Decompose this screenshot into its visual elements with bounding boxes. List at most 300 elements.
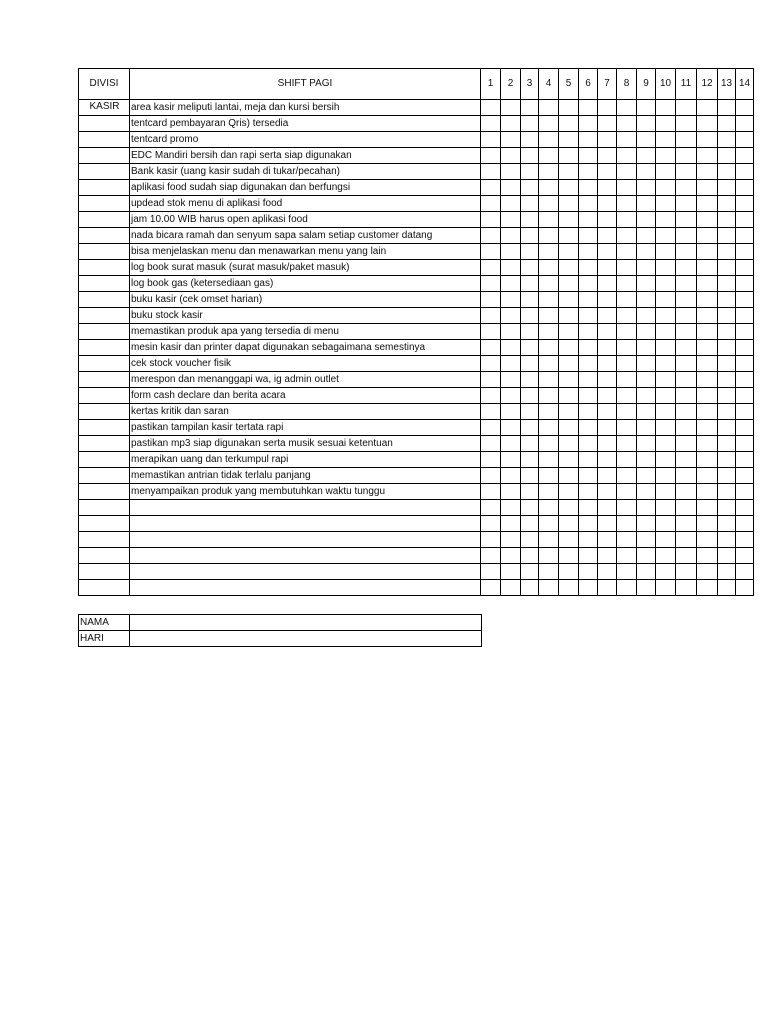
check-cell[interactable] <box>501 548 521 564</box>
check-cell[interactable] <box>718 164 736 180</box>
check-cell[interactable] <box>598 276 617 292</box>
check-cell[interactable] <box>559 580 579 596</box>
check-cell[interactable] <box>617 436 637 452</box>
check-cell[interactable] <box>559 132 579 148</box>
check-cell[interactable] <box>598 420 617 436</box>
check-cell[interactable] <box>617 484 637 500</box>
check-cell[interactable] <box>521 276 539 292</box>
check-cell[interactable] <box>676 116 697 132</box>
check-cell[interactable] <box>539 244 559 260</box>
check-cell[interactable] <box>617 500 637 516</box>
check-cell[interactable] <box>539 468 559 484</box>
check-cell[interactable] <box>617 180 637 196</box>
check-cell[interactable] <box>617 516 637 532</box>
check-cell[interactable] <box>598 484 617 500</box>
check-cell[interactable] <box>697 100 718 116</box>
check-cell[interactable] <box>718 564 736 580</box>
check-cell[interactable] <box>637 420 656 436</box>
check-cell[interactable] <box>539 180 559 196</box>
check-cell[interactable] <box>598 500 617 516</box>
check-cell[interactable] <box>481 452 501 468</box>
check-cell[interactable] <box>656 516 676 532</box>
check-cell[interactable] <box>718 212 736 228</box>
check-cell[interactable] <box>481 436 501 452</box>
check-cell[interactable] <box>637 164 656 180</box>
check-cell[interactable] <box>481 196 501 212</box>
check-cell[interactable] <box>718 228 736 244</box>
check-cell[interactable] <box>676 564 697 580</box>
check-cell[interactable] <box>656 532 676 548</box>
check-cell[interactable] <box>676 388 697 404</box>
check-cell[interactable] <box>637 436 656 452</box>
check-cell[interactable] <box>501 420 521 436</box>
check-cell[interactable] <box>676 180 697 196</box>
check-cell[interactable] <box>598 196 617 212</box>
check-cell[interactable] <box>617 468 637 484</box>
check-cell[interactable] <box>718 260 736 276</box>
check-cell[interactable] <box>521 260 539 276</box>
check-cell[interactable] <box>598 564 617 580</box>
check-cell[interactable] <box>481 564 501 580</box>
check-cell[interactable] <box>656 484 676 500</box>
check-cell[interactable] <box>481 260 501 276</box>
check-cell[interactable] <box>736 276 754 292</box>
check-cell[interactable] <box>736 196 754 212</box>
check-cell[interactable] <box>736 116 754 132</box>
check-cell[interactable] <box>656 420 676 436</box>
check-cell[interactable] <box>579 436 598 452</box>
check-cell[interactable] <box>501 276 521 292</box>
check-cell[interactable] <box>656 580 676 596</box>
check-cell[interactable] <box>637 484 656 500</box>
check-cell[interactable] <box>637 116 656 132</box>
check-cell[interactable] <box>736 228 754 244</box>
check-cell[interactable] <box>736 484 754 500</box>
check-cell[interactable] <box>521 340 539 356</box>
check-cell[interactable] <box>501 388 521 404</box>
check-cell[interactable] <box>521 196 539 212</box>
check-cell[interactable] <box>539 388 559 404</box>
check-cell[interactable] <box>559 164 579 180</box>
check-cell[interactable] <box>481 356 501 372</box>
check-cell[interactable] <box>637 532 656 548</box>
check-cell[interactable] <box>617 260 637 276</box>
check-cell[interactable] <box>579 372 598 388</box>
check-cell[interactable] <box>559 404 579 420</box>
check-cell[interactable] <box>481 532 501 548</box>
check-cell[interactable] <box>718 116 736 132</box>
check-cell[interactable] <box>579 420 598 436</box>
check-cell[interactable] <box>501 260 521 276</box>
check-cell[interactable] <box>718 196 736 212</box>
check-cell[interactable] <box>579 580 598 596</box>
check-cell[interactable] <box>481 484 501 500</box>
check-cell[interactable] <box>697 356 718 372</box>
check-cell[interactable] <box>697 564 718 580</box>
check-cell[interactable] <box>718 132 736 148</box>
check-cell[interactable] <box>736 212 754 228</box>
check-cell[interactable] <box>539 132 559 148</box>
check-cell[interactable] <box>521 324 539 340</box>
check-cell[interactable] <box>617 116 637 132</box>
check-cell[interactable] <box>637 564 656 580</box>
check-cell[interactable] <box>617 340 637 356</box>
check-cell[interactable] <box>637 148 656 164</box>
check-cell[interactable] <box>579 564 598 580</box>
check-cell[interactable] <box>579 500 598 516</box>
check-cell[interactable] <box>539 516 559 532</box>
check-cell[interactable] <box>736 292 754 308</box>
check-cell[interactable] <box>559 276 579 292</box>
check-cell[interactable] <box>676 244 697 260</box>
check-cell[interactable] <box>676 356 697 372</box>
check-cell[interactable] <box>521 468 539 484</box>
check-cell[interactable] <box>637 324 656 340</box>
check-cell[interactable] <box>656 500 676 516</box>
check-cell[interactable] <box>598 548 617 564</box>
check-cell[interactable] <box>539 340 559 356</box>
check-cell[interactable] <box>481 580 501 596</box>
check-cell[interactable] <box>718 308 736 324</box>
check-cell[interactable] <box>718 548 736 564</box>
check-cell[interactable] <box>736 452 754 468</box>
check-cell[interactable] <box>559 212 579 228</box>
check-cell[interactable] <box>736 388 754 404</box>
check-cell[interactable] <box>501 404 521 420</box>
check-cell[interactable] <box>501 356 521 372</box>
check-cell[interactable] <box>637 212 656 228</box>
check-cell[interactable] <box>501 164 521 180</box>
check-cell[interactable] <box>637 372 656 388</box>
check-cell[interactable] <box>501 580 521 596</box>
check-cell[interactable] <box>697 196 718 212</box>
check-cell[interactable] <box>736 436 754 452</box>
check-cell[interactable] <box>501 452 521 468</box>
check-cell[interactable] <box>539 532 559 548</box>
check-cell[interactable] <box>521 180 539 196</box>
check-cell[interactable] <box>676 532 697 548</box>
check-cell[interactable] <box>539 564 559 580</box>
check-cell[interactable] <box>676 468 697 484</box>
check-cell[interactable] <box>579 340 598 356</box>
check-cell[interactable] <box>676 260 697 276</box>
check-cell[interactable] <box>521 100 539 116</box>
check-cell[interactable] <box>598 532 617 548</box>
check-cell[interactable] <box>676 132 697 148</box>
check-cell[interactable] <box>579 116 598 132</box>
check-cell[interactable] <box>697 132 718 148</box>
check-cell[interactable] <box>637 244 656 260</box>
check-cell[interactable] <box>579 228 598 244</box>
check-cell[interactable] <box>718 148 736 164</box>
check-cell[interactable] <box>676 196 697 212</box>
check-cell[interactable] <box>637 180 656 196</box>
check-cell[interactable] <box>637 292 656 308</box>
check-cell[interactable] <box>656 100 676 116</box>
check-cell[interactable] <box>676 292 697 308</box>
check-cell[interactable] <box>598 308 617 324</box>
check-cell[interactable] <box>539 148 559 164</box>
check-cell[interactable] <box>481 132 501 148</box>
check-cell[interactable] <box>656 372 676 388</box>
check-cell[interactable] <box>676 100 697 116</box>
check-cell[interactable] <box>718 180 736 196</box>
check-cell[interactable] <box>718 484 736 500</box>
check-cell[interactable] <box>656 116 676 132</box>
check-cell[interactable] <box>521 516 539 532</box>
check-cell[interactable] <box>697 580 718 596</box>
check-cell[interactable] <box>539 500 559 516</box>
check-cell[interactable] <box>559 180 579 196</box>
check-cell[interactable] <box>697 548 718 564</box>
check-cell[interactable] <box>718 100 736 116</box>
check-cell[interactable] <box>481 308 501 324</box>
check-cell[interactable] <box>676 548 697 564</box>
check-cell[interactable] <box>539 484 559 500</box>
check-cell[interactable] <box>617 532 637 548</box>
check-cell[interactable] <box>718 244 736 260</box>
check-cell[interactable] <box>718 388 736 404</box>
check-cell[interactable] <box>697 324 718 340</box>
check-cell[interactable] <box>736 580 754 596</box>
check-cell[interactable] <box>697 468 718 484</box>
check-cell[interactable] <box>637 340 656 356</box>
check-cell[interactable] <box>637 228 656 244</box>
check-cell[interactable] <box>718 340 736 356</box>
check-cell[interactable] <box>579 308 598 324</box>
check-cell[interactable] <box>598 404 617 420</box>
check-cell[interactable] <box>736 356 754 372</box>
check-cell[interactable] <box>598 100 617 116</box>
check-cell[interactable] <box>736 260 754 276</box>
check-cell[interactable] <box>559 100 579 116</box>
check-cell[interactable] <box>481 116 501 132</box>
check-cell[interactable] <box>676 308 697 324</box>
check-cell[interactable] <box>656 276 676 292</box>
check-cell[interactable] <box>656 292 676 308</box>
check-cell[interactable] <box>656 324 676 340</box>
check-cell[interactable] <box>676 452 697 468</box>
check-cell[interactable] <box>637 404 656 420</box>
check-cell[interactable] <box>736 404 754 420</box>
check-cell[interactable] <box>656 548 676 564</box>
check-cell[interactable] <box>501 244 521 260</box>
check-cell[interactable] <box>481 276 501 292</box>
check-cell[interactable] <box>736 516 754 532</box>
check-cell[interactable] <box>579 132 598 148</box>
check-cell[interactable] <box>718 372 736 388</box>
check-cell[interactable] <box>521 372 539 388</box>
check-cell[interactable] <box>521 500 539 516</box>
check-cell[interactable] <box>559 532 579 548</box>
check-cell[interactable] <box>539 452 559 468</box>
check-cell[interactable] <box>481 468 501 484</box>
check-cell[interactable] <box>736 500 754 516</box>
check-cell[interactable] <box>539 420 559 436</box>
check-cell[interactable] <box>676 276 697 292</box>
check-cell[interactable] <box>559 468 579 484</box>
check-cell[interactable] <box>579 532 598 548</box>
check-cell[interactable] <box>559 324 579 340</box>
check-cell[interactable] <box>656 564 676 580</box>
check-cell[interactable] <box>697 212 718 228</box>
check-cell[interactable] <box>676 372 697 388</box>
check-cell[interactable] <box>718 436 736 452</box>
check-cell[interactable] <box>656 404 676 420</box>
check-cell[interactable] <box>656 196 676 212</box>
check-cell[interactable] <box>481 100 501 116</box>
check-cell[interactable] <box>521 452 539 468</box>
check-cell[interactable] <box>697 452 718 468</box>
check-cell[interactable] <box>676 420 697 436</box>
check-cell[interactable] <box>598 148 617 164</box>
check-cell[interactable] <box>598 356 617 372</box>
check-cell[interactable] <box>598 468 617 484</box>
check-cell[interactable] <box>656 260 676 276</box>
check-cell[interactable] <box>521 212 539 228</box>
check-cell[interactable] <box>579 388 598 404</box>
check-cell[interactable] <box>718 292 736 308</box>
check-cell[interactable] <box>617 420 637 436</box>
check-cell[interactable] <box>579 164 598 180</box>
check-cell[interactable] <box>736 324 754 340</box>
check-cell[interactable] <box>539 404 559 420</box>
check-cell[interactable] <box>736 308 754 324</box>
check-cell[interactable] <box>617 228 637 244</box>
check-cell[interactable] <box>718 532 736 548</box>
check-cell[interactable] <box>697 500 718 516</box>
check-cell[interactable] <box>697 292 718 308</box>
check-cell[interactable] <box>501 500 521 516</box>
check-cell[interactable] <box>736 340 754 356</box>
check-cell[interactable] <box>718 468 736 484</box>
check-cell[interactable] <box>559 260 579 276</box>
check-cell[interactable] <box>697 532 718 548</box>
check-cell[interactable] <box>501 132 521 148</box>
check-cell[interactable] <box>598 340 617 356</box>
check-cell[interactable] <box>598 436 617 452</box>
check-cell[interactable] <box>676 164 697 180</box>
check-cell[interactable] <box>697 484 718 500</box>
check-cell[interactable] <box>539 308 559 324</box>
check-cell[interactable] <box>637 308 656 324</box>
check-cell[interactable] <box>521 308 539 324</box>
check-cell[interactable] <box>656 356 676 372</box>
check-cell[interactable] <box>617 548 637 564</box>
check-cell[interactable] <box>539 228 559 244</box>
check-cell[interactable] <box>579 276 598 292</box>
check-cell[interactable] <box>598 164 617 180</box>
check-cell[interactable] <box>697 308 718 324</box>
check-cell[interactable] <box>697 228 718 244</box>
check-cell[interactable] <box>579 292 598 308</box>
check-cell[interactable] <box>617 452 637 468</box>
check-cell[interactable] <box>736 244 754 260</box>
check-cell[interactable] <box>718 356 736 372</box>
check-cell[interactable] <box>617 564 637 580</box>
check-cell[interactable] <box>676 500 697 516</box>
check-cell[interactable] <box>539 100 559 116</box>
check-cell[interactable] <box>718 420 736 436</box>
check-cell[interactable] <box>559 148 579 164</box>
check-cell[interactable] <box>656 180 676 196</box>
check-cell[interactable] <box>676 516 697 532</box>
check-cell[interactable] <box>637 100 656 116</box>
check-cell[interactable] <box>539 116 559 132</box>
check-cell[interactable] <box>718 500 736 516</box>
check-cell[interactable] <box>501 468 521 484</box>
check-cell[interactable] <box>559 484 579 500</box>
check-cell[interactable] <box>617 388 637 404</box>
check-cell[interactable] <box>598 260 617 276</box>
check-cell[interactable] <box>559 244 579 260</box>
check-cell[interactable] <box>481 372 501 388</box>
check-cell[interactable] <box>521 484 539 500</box>
check-cell[interactable] <box>736 132 754 148</box>
check-cell[interactable] <box>676 228 697 244</box>
check-cell[interactable] <box>501 212 521 228</box>
check-cell[interactable] <box>579 180 598 196</box>
check-cell[interactable] <box>579 196 598 212</box>
check-cell[interactable] <box>598 580 617 596</box>
check-cell[interactable] <box>521 148 539 164</box>
check-cell[interactable] <box>656 132 676 148</box>
check-cell[interactable] <box>697 436 718 452</box>
check-cell[interactable] <box>501 116 521 132</box>
check-cell[interactable] <box>617 148 637 164</box>
check-cell[interactable] <box>481 404 501 420</box>
check-cell[interactable] <box>598 292 617 308</box>
check-cell[interactable] <box>617 100 637 116</box>
check-cell[interactable] <box>579 100 598 116</box>
check-cell[interactable] <box>637 580 656 596</box>
check-cell[interactable] <box>559 564 579 580</box>
check-cell[interactable] <box>539 292 559 308</box>
check-cell[interactable] <box>579 452 598 468</box>
check-cell[interactable] <box>736 164 754 180</box>
check-cell[interactable] <box>501 564 521 580</box>
check-cell[interactable] <box>501 324 521 340</box>
check-cell[interactable] <box>559 420 579 436</box>
check-cell[interactable] <box>718 452 736 468</box>
check-cell[interactable] <box>559 388 579 404</box>
check-cell[interactable] <box>501 436 521 452</box>
check-cell[interactable] <box>637 388 656 404</box>
check-cell[interactable] <box>617 404 637 420</box>
check-cell[interactable] <box>481 292 501 308</box>
check-cell[interactable] <box>579 484 598 500</box>
check-cell[interactable] <box>676 212 697 228</box>
check-cell[interactable] <box>579 404 598 420</box>
check-cell[interactable] <box>521 388 539 404</box>
check-cell[interactable] <box>539 164 559 180</box>
check-cell[interactable] <box>736 564 754 580</box>
check-cell[interactable] <box>501 484 521 500</box>
check-cell[interactable] <box>697 276 718 292</box>
check-cell[interactable] <box>617 276 637 292</box>
check-cell[interactable] <box>736 532 754 548</box>
check-cell[interactable] <box>481 500 501 516</box>
check-cell[interactable] <box>521 356 539 372</box>
check-cell[interactable] <box>676 404 697 420</box>
check-cell[interactable] <box>598 116 617 132</box>
check-cell[interactable] <box>481 340 501 356</box>
check-cell[interactable] <box>559 516 579 532</box>
check-cell[interactable] <box>617 372 637 388</box>
nama-field[interactable] <box>130 615 482 631</box>
check-cell[interactable] <box>676 324 697 340</box>
check-cell[interactable] <box>521 292 539 308</box>
